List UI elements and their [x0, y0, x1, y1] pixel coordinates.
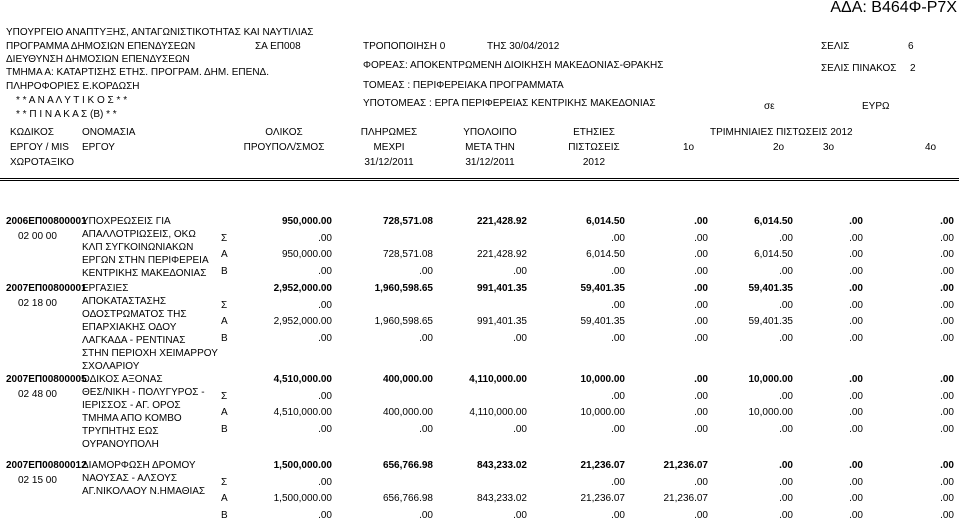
department-name: ΤΜΗΜΑ Α: ΚΑΤΑΡΤΙΣΗΣ ΕΤΗΣ. ΠΡΟΓΡΑΜ. ΔΗΜ. ΕΠΕΝΔ.	[6, 67, 269, 78]
value-q1: .00	[694, 299, 708, 311]
project-code: 2006ΕΠ00800001	[6, 216, 87, 227]
value-q3: .00	[849, 493, 863, 504]
value-annual: .00	[611, 476, 625, 488]
col-remaining-date: 31/12/2011	[465, 157, 515, 168]
project-code: 2007ΕΠ00800012	[6, 460, 87, 471]
value-q2: .00	[779, 493, 793, 504]
value-total: 950,000.00	[281, 249, 332, 260]
value-q3: .00	[849, 216, 863, 227]
value-paid: 656,766.98	[382, 460, 433, 471]
value-total: 4,510,000.00	[273, 374, 332, 385]
page-label: ΣΕΛΙΣ	[821, 41, 850, 52]
value-total: .00	[318, 423, 332, 435]
value-remaining: .00	[513, 265, 527, 277]
value-q1: .00	[694, 423, 708, 435]
col-spatial-label: ΧΩΡΟΤΑΞΙΚΟ	[10, 157, 75, 168]
header-divider-top	[0, 178, 959, 179]
value-q2: 59,401.35	[748, 283, 793, 294]
ministry-name: ΥΠΟΥΡΓΕΙΟ ΑΝΑΠΤΥΞΗΣ, ΑΝΤΑΓΩΝΙΣΤΙΚΟΤΗΤΑΣ ΚΑΙ ΝΑΥΤΙΛΙΑΣ	[6, 27, 314, 38]
value-q2: .00	[779, 390, 793, 402]
value-q4: .00	[940, 316, 954, 327]
project-name-line: ΟΔΙΚΟΣ ΑΞΟΝΑΣ	[82, 374, 163, 385]
value-q4: .00	[940, 423, 954, 435]
value-annual: 21,236.07	[580, 493, 625, 504]
project-name-line: ΚΛΠ ΣΥΓΚΟΙΝΩΝΙΑΚΩΝ	[82, 242, 194, 253]
value-q3: .00	[849, 390, 863, 402]
tables-page-number: 2	[910, 63, 916, 74]
value-q2: .00	[779, 265, 793, 277]
value-annual: 6,014.50	[586, 249, 625, 260]
value-total: 4,510,000.00	[273, 407, 332, 418]
value-q1: .00	[694, 249, 708, 260]
currency-prefix: σε	[764, 101, 775, 112]
value-remaining: 991,401.35	[476, 283, 527, 294]
value-annual: .00	[611, 232, 625, 244]
value-q3: .00	[849, 249, 863, 260]
col-paid-sub-label: ΜΕΧΡΙ	[373, 142, 405, 153]
col-q2-label: 2ο	[773, 142, 785, 153]
value-q4: .00	[940, 460, 954, 471]
value-annual: 6,014.50	[586, 216, 625, 227]
value-q1: .00	[694, 216, 708, 227]
value-q2: .00	[779, 232, 793, 244]
value-q4: .00	[940, 283, 954, 294]
value-q3: .00	[849, 374, 863, 385]
project-spatial-code: 02 18 00	[18, 298, 57, 309]
value-total: 1,500,000.00	[273, 493, 332, 504]
value-paid: 400,000.00	[382, 407, 433, 418]
value-paid: 1,960,598.65	[374, 283, 433, 294]
value-total: .00	[318, 332, 332, 344]
value-paid: .00	[419, 265, 433, 277]
value-remaining: 4,110,000.00	[469, 407, 527, 418]
row-type-mark: Β	[221, 509, 228, 521]
project-name-line: ΕΡΓΩΝ ΣΤΗΝ ΠΕΡΙΦΕΡΕΙΑ	[82, 255, 209, 266]
value-q3: .00	[849, 316, 863, 327]
project-name-line: ΤΜΗΜΑ ΑΠΟ ΚΟΜΒΟ	[82, 413, 182, 424]
row-type-mark: Σ	[221, 232, 228, 244]
value-remaining: 221,428.92	[476, 216, 527, 227]
project-spatial-code: 02 48 00	[18, 389, 57, 400]
directorate-name: ΔΙΕΥΘΥΝΣΗ ΔΗΜΟΣΙΩΝ ΕΠΕΝΔΥΣΕΩΝ	[6, 54, 190, 65]
value-q2: .00	[779, 423, 793, 435]
project-code: 2007ΕΠ00800001	[6, 283, 87, 294]
value-q4: .00	[940, 407, 954, 418]
value-q3: .00	[849, 407, 863, 418]
value-remaining: 843,233.02	[476, 460, 527, 471]
value-q2: 59,401.35	[748, 316, 793, 327]
ada-code: ΑΔΑ: Β464Φ-Ρ7Χ	[830, 0, 957, 16]
col-quarterly-label: ΤΡΙΜΗΝΙΑΙΕΣ ΠΙΣΤΩΣΕΙΣ 2012	[710, 127, 853, 138]
project-name-line: ΑΠΟΚΑΤΑΣΤΑΣΗΣ	[82, 296, 167, 307]
project-name-line: ΟΥΡΑΝΟΥΠΟΛΗ	[82, 439, 159, 450]
col-paid-label: ΠΛΗΡΩΜΕΣ	[360, 127, 418, 138]
col-remaining-sub-label: ΜΕΤΑ ΤΗΝ	[465, 142, 515, 153]
value-q1: .00	[694, 232, 708, 244]
document-date: ΤΗΣ 30/04/2012	[487, 41, 560, 52]
project-name-line: ΣΧΟΛΑΡΙΟΥ	[82, 361, 140, 372]
value-paid: 656,766.98	[382, 493, 433, 504]
value-paid: 728,571.08	[382, 216, 433, 227]
project-name-line: ΝΑΟΥΣΑΣ - ΑΛΣΟΥΣ	[82, 473, 178, 484]
page-number: 6	[908, 41, 914, 52]
row-type-mark: Σ	[221, 390, 228, 402]
value-annual: 10,000.00	[580, 374, 625, 385]
value-annual: 59,401.35	[580, 316, 625, 327]
row-type-mark: Σ	[221, 476, 228, 488]
project-name-line: ΕΠΑΡΧΙΑΚΗΣ ΟΔΟΥ	[82, 322, 177, 333]
value-q4: .00	[940, 232, 954, 244]
value-q2: .00	[779, 299, 793, 311]
row-type-mark: Α	[221, 407, 228, 418]
row-type-mark: Α	[221, 249, 228, 260]
row-type-mark: Σ	[221, 299, 228, 311]
value-total: .00	[318, 390, 332, 402]
col-name-label: ΟΝΟΜΑΣΙΑ	[82, 127, 136, 138]
value-q3: .00	[849, 232, 863, 244]
project-name-line: ΛΑΓΚΑΔΑ - ΡΕΝΤΙΝΑΣ	[82, 335, 186, 346]
subsector-name: ΥΠΟΤΟΜΕΑΣ : ΕΡΓΑ ΠΕΡΙΦΕΡΕΙΑΣ ΚΕΝΤΡΙΚΗΣ ΜΑΚΕΔΟΝΙΑΣ	[363, 98, 656, 109]
value-total: .00	[318, 476, 332, 488]
program-name: ΠΡΟΓΡΑΜΜΑ ΔΗΜΟΣΙΩΝ ΕΠΕΝΔΥΣΕΩΝ	[6, 41, 196, 52]
value-q1: .00	[694, 265, 708, 277]
col-paid-date: 31/12/2011	[364, 157, 414, 168]
project-name-line: ΣΤΗΝ ΠΕΡΙΟΧΗ ΧΕΙΜΑΡΡΟΥ	[82, 348, 218, 359]
project-code: 2007ΕΠ00800005	[6, 374, 87, 385]
value-q2: .00	[779, 509, 793, 521]
value-q1: 21,236.07	[663, 493, 708, 504]
value-q1: .00	[694, 509, 708, 521]
header-divider-bottom	[0, 180, 959, 181]
value-remaining: .00	[513, 423, 527, 435]
value-annual: .00	[611, 390, 625, 402]
value-q4: .00	[940, 249, 954, 260]
project-name-line: ΔΙΑΜΟΡΦΩΣΗ ΔΡΟΜΟΥ	[82, 460, 196, 471]
col-q1-label: 1ο	[683, 142, 695, 153]
value-q2: .00	[779, 460, 793, 471]
col-code-mis-label: ΕΡΓΟΥ / MIS	[10, 142, 69, 153]
col-annual-year: 2012	[582, 157, 606, 168]
project-name-line: ΑΓ.ΝΙΚΟΛΑΟΥ Ν.ΗΜΑΘΙΑΣ	[82, 486, 206, 497]
project-name-line: ΘΕΣ/ΝΙΚΗ - ΠΟΛΥΓΥΡΟΣ -	[82, 387, 205, 398]
value-q1: .00	[694, 332, 708, 344]
value-q2: .00	[779, 476, 793, 488]
value-q3: .00	[849, 423, 863, 435]
value-total: .00	[318, 265, 332, 277]
value-remaining: 221,428.92	[476, 249, 527, 260]
value-q4: .00	[940, 332, 954, 344]
sector-name: ΤΟΜΕΑΣ : ΠΕΡΙΦΕΡΕΙΑΚΑ ΠΡΟΓΡΑΜΜΑΤΑ	[363, 80, 564, 91]
row-type-mark: Α	[221, 316, 228, 327]
value-q3: .00	[849, 299, 863, 311]
col-name-sub-label: ΕΡΓΟΥ	[82, 142, 115, 153]
value-remaining: .00	[513, 332, 527, 344]
col-total-sub-label: ΠΡΟΥΠΟΛ/ΣΜΟΣ	[243, 142, 325, 153]
value-annual: .00	[611, 265, 625, 277]
info-contact: ΠΛΗΡΟΦΟΡΙΕΣ Ε.ΚΟΡΔΩΣΗ	[6, 81, 140, 92]
value-paid: 400,000.00	[382, 374, 433, 385]
project-name-line: ΑΠΑΛΛΟΤΡΙΩΣΕΙΣ, ΟΚΩ	[82, 229, 196, 240]
value-q3: .00	[849, 476, 863, 488]
value-total: 2,952,000.00	[273, 316, 332, 327]
value-q4: .00	[940, 299, 954, 311]
value-q1: .00	[694, 283, 708, 294]
col-code-label: ΚΩΔΙΚΟΣ	[10, 127, 54, 138]
value-q1: .00	[694, 390, 708, 402]
value-q3: .00	[849, 509, 863, 521]
value-q3: .00	[849, 460, 863, 471]
value-paid: 1,960,598.65	[374, 316, 433, 327]
value-q2: .00	[779, 332, 793, 344]
agency-name: ΦΟΡΕΑΣ: ΑΠΟΚΕΝΤΡΩΜΕΝΗ ΔΙΟΙΚΗΣΗ ΜΑΚΕΔΟΝΙΑΣ-ΘΡΑΚΗΣ	[363, 60, 664, 71]
table-b-label: * * Π Ι Ν Α Κ Α Σ (Β) * *	[16, 109, 117, 120]
value-q4: .00	[940, 476, 954, 488]
value-annual: 21,236.07	[580, 460, 625, 471]
col-total-label: ΟΛΙΚΟΣ	[265, 127, 303, 138]
project-name-line: ΚΕΝΤΡΙΚΗΣ ΜΑΚΕΔΟΝΙΑΣ	[82, 268, 207, 279]
value-q2: 6,014.50	[754, 249, 793, 260]
col-q4-label: 4ο	[925, 142, 937, 153]
project-name-line: ΟΔΟΣΤΡΩΜΑΤΟΣ ΤΗΣ	[82, 309, 187, 320]
value-annual: 10,000.00	[580, 407, 625, 418]
project-name-line: ΥΠΟΧΡΕΩΣΕΙΣ ΓΙΑ	[82, 216, 171, 227]
value-q4: .00	[940, 374, 954, 385]
value-q1: .00	[694, 374, 708, 385]
value-annual: .00	[611, 509, 625, 521]
project-name-line: ΤΡΥΠΗΤΗΣ ΕΩΣ	[82, 426, 159, 437]
value-paid: .00	[419, 332, 433, 344]
value-q2: 10,000.00	[748, 407, 793, 418]
col-annual-label: ΕΤΗΣΙΕΣ	[573, 127, 615, 138]
value-q2: 6,014.50	[754, 216, 793, 227]
value-q4: .00	[940, 265, 954, 277]
value-annual: 59,401.35	[580, 283, 625, 294]
project-spatial-code: 02 15 00	[18, 475, 57, 486]
row-type-mark: Β	[221, 332, 228, 344]
value-q3: .00	[849, 283, 863, 294]
value-remaining: 843,233.02	[476, 493, 527, 504]
value-total: .00	[318, 509, 332, 521]
value-q3: .00	[849, 332, 863, 344]
sa-code: ΣΑ ΕΠ008	[255, 41, 301, 52]
value-total: 1,500,000.00	[273, 460, 332, 471]
row-type-mark: Α	[221, 493, 228, 504]
value-q1: .00	[694, 407, 708, 418]
value-paid: 728,571.08	[382, 249, 433, 260]
value-paid: .00	[419, 509, 433, 521]
value-q4: .00	[940, 390, 954, 402]
value-q3: .00	[849, 265, 863, 277]
value-remaining: 991,401.35	[476, 316, 527, 327]
modification-label: ΤΡΟΠΟΠΟΙΗΣΗ 0	[363, 41, 446, 52]
value-q1: 21,236.07	[663, 460, 708, 471]
col-remaining-label: ΥΠΟΛΟΙΠΟ	[463, 127, 517, 138]
analytical-label: * * Α Ν Α Λ Υ Τ Ι Κ Ο Σ * *	[16, 95, 128, 106]
value-remaining: .00	[513, 509, 527, 521]
value-annual: .00	[611, 332, 625, 344]
value-q4: .00	[940, 509, 954, 521]
col-q3-label: 3ο	[823, 142, 835, 153]
value-total: 2,952,000.00	[273, 283, 332, 294]
currency-label: ΕΥΡΩ	[862, 101, 890, 112]
value-annual: .00	[611, 423, 625, 435]
value-paid: .00	[419, 423, 433, 435]
row-type-mark: Β	[221, 265, 228, 277]
value-total: 950,000.00	[281, 216, 332, 227]
value-q1: .00	[694, 476, 708, 488]
value-q4: .00	[940, 493, 954, 504]
value-q1: .00	[694, 316, 708, 327]
value-total: .00	[318, 232, 332, 244]
value-q4: .00	[940, 216, 954, 227]
value-annual: .00	[611, 299, 625, 311]
value-remaining: 4,110,000.00	[469, 374, 527, 385]
value-q2: 10,000.00	[748, 374, 793, 385]
project-name-line: ΙΕΡΙΣΣΟΣ - ΑΓ. ΟΡΟΣ	[82, 400, 181, 411]
row-type-mark: Β	[221, 423, 228, 435]
project-spatial-code: 02 00 00	[18, 231, 57, 242]
tables-page-label: ΣΕΛΙΣ ΠΙΝΑΚΟΣ	[821, 63, 897, 74]
value-total: .00	[318, 299, 332, 311]
project-name-line: ΕΡΓΑΣΙΕΣ	[82, 283, 129, 294]
col-annual-sub-label: ΠΙΣΤΩΣΕΙΣ	[568, 142, 620, 153]
